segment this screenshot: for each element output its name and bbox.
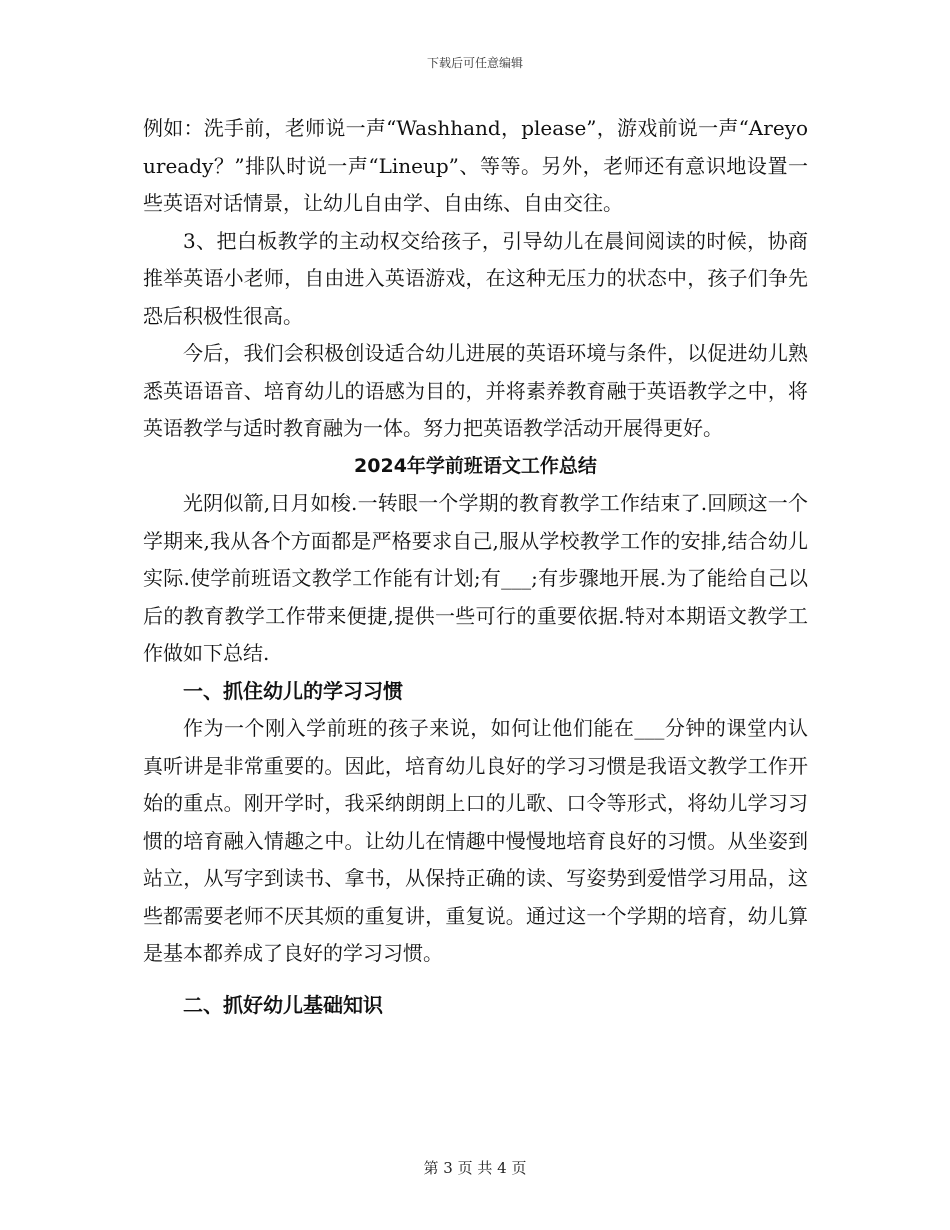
document-body [143,110,808,1024]
paragraph-example-phrases: 例如：洗手前，老师说一声“Washhand，please”，游戏前说一声“Areyouready？”排队时说一声“Lineup”、等等。另外，老师还有意识地设置一些英语对话情景，让幼儿自由学、自由练、自由交往。 [143,116,808,215]
paragraph-intro: 光阴似箭,日月如梭.一转眼一个学期的教育教学工作结束了.回顾这一个学期来,我从各个方面都是严格要求自己,服从学校教学工作的安排,结合幼儿实际.使学前班语文教学工作能有计划;有___;有步骤地开展.为了能给自己以后的教育教学工作带来便捷,提供一些可行的重要依据.特对本期语文教学工作做如下总结. [143,491,808,665]
paragraph-learning-habits: 作为一个刚入学前班的孩子来说，如何让他们能在___分钟的课堂内认真听讲是非常重要的。因此，培育幼儿良好的学习习惯是我语文教学工作开始的重点。刚开学时，我采纳朗朗上口的儿歌、口令等形式，将幼儿学习习惯的培育融入情趣之中。让幼儿在情趣中慢慢地培育良好的习惯。从坐姿到站立，从写字到读书、拿书，从保持正确的读、写姿势到爱惜学习用品，这些都需要老师不厌其烦的重复讲，重复说。通过这一个学期的培育，幼儿算是基本都养成了良好的学习习惯。 [143,716,808,965]
heading-basic-knowledge: 二、抓好幼儿基础知识 [183,992,383,1017]
heading-learning-habits: 一、抓住幼儿的学习习惯 [183,678,403,703]
paragraph-future-plans: 今后，我们会积极创设适合幼儿进展的英语环境与条件，以促进幼儿熟悉英语语音、培育幼儿的语感为目的，并将素养教育融于英语教学之中，将英语教学与适时教育融为一体。努力把英语教学活动开展得更好。 [143,341,808,440]
paragraph-whiteboard: 3、把白板教学的主动权交给孩子，引导幼儿在晨间阅读的时候，协商推举英语小老师，自由进入英语游戏，在这种无压力的状态中，孩子们争先恐后积极性很高。 [143,228,808,328]
section-title: 2024年学前班语文工作总结 [354,454,597,477]
page-footer: 第 3 页 共 4 页 [423,1159,527,1177]
page-header: 下载后可任意编辑 [426,56,523,70]
